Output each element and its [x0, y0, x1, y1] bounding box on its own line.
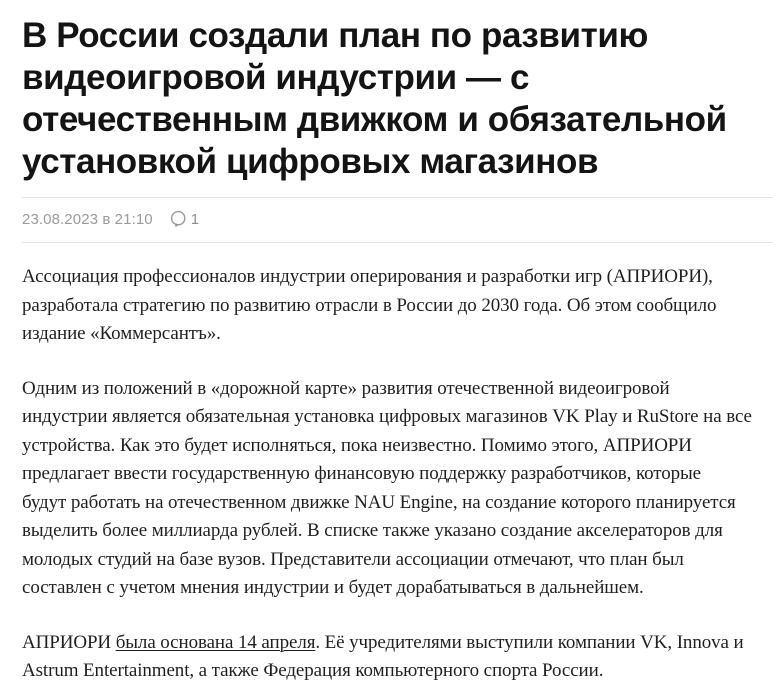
paragraph	[22, 263, 773, 349]
title-line: В России создали план по развитию	[22, 16, 649, 55]
paragraph-line: индустрии является обязательная установка цифровых магазинов VK Play и RuStore на все	[22, 406, 752, 427]
paragraph-text: АПРИОРИ	[22, 631, 116, 653]
article-meta	[22, 198, 773, 242]
article-title	[22, 15, 773, 197]
paragraph-line: будут работать на отечественном движке NAU Engine, на создание которого планируется	[22, 491, 736, 513]
paragraph-line	[22, 629, 773, 658]
paragraph-line: молодых студий на базе вузов. Представители ассоциации отмечают, что план был	[22, 548, 684, 570]
paragraph-text: . Её учредителями выступили компании VK, Innova и	[315, 631, 744, 653]
paragraph-line: разработала стратегию по развитию отрасли в России до 2030 года. Об этом сообщило	[22, 294, 717, 316]
paragraph-line: составлен с учетом мнения индустрии и будет дорабатываться в дальнейшем.	[22, 577, 644, 598]
paragraph-line: издание «Коммерсантъ».	[22, 323, 221, 344]
title-line: установкой цифровых магазинов	[22, 142, 599, 181]
title-line: отечественным движком и обязательной	[22, 100, 727, 139]
comment-bubble-icon	[169, 210, 188, 229]
paragraph-line: предлагает ввести государственную финансовую поддержку разработчиков, которые	[22, 463, 702, 484]
paragraph	[22, 375, 773, 603]
paragraph-line: Ассоциация профессионалов индустрии оперирования и разработки игр (АПРИОРИ),	[22, 266, 713, 287]
article-page	[22, 15, 773, 686]
founded-date-link[interactable]: была основана 14 апреля	[115, 631, 316, 653]
paragraph	[22, 629, 773, 686]
publish-datetime: 23.08.2023 в 21:10	[22, 211, 153, 228]
paragraph-line: Одним из положений в «дорожной карте» развития отечественной видеоигровой	[22, 377, 670, 399]
title-line: видеоигровой индустрии — с	[22, 58, 530, 97]
paragraph-line: выделить более миллиарда рублей. В списке также указано создание акселераторов для	[22, 520, 723, 541]
paragraph-line: Astrum Entertainment, а также Федерация компьютерного спорта России.	[22, 660, 604, 681]
comments-count: 1	[190, 211, 200, 228]
article-body	[22, 263, 773, 686]
paragraph-line: устройства. Как это будет исполняться, пока неизвестно. Помимо этого, АПРИОРИ	[22, 434, 692, 456]
divider-below-meta	[22, 242, 773, 243]
comments-link[interactable]	[169, 210, 199, 229]
